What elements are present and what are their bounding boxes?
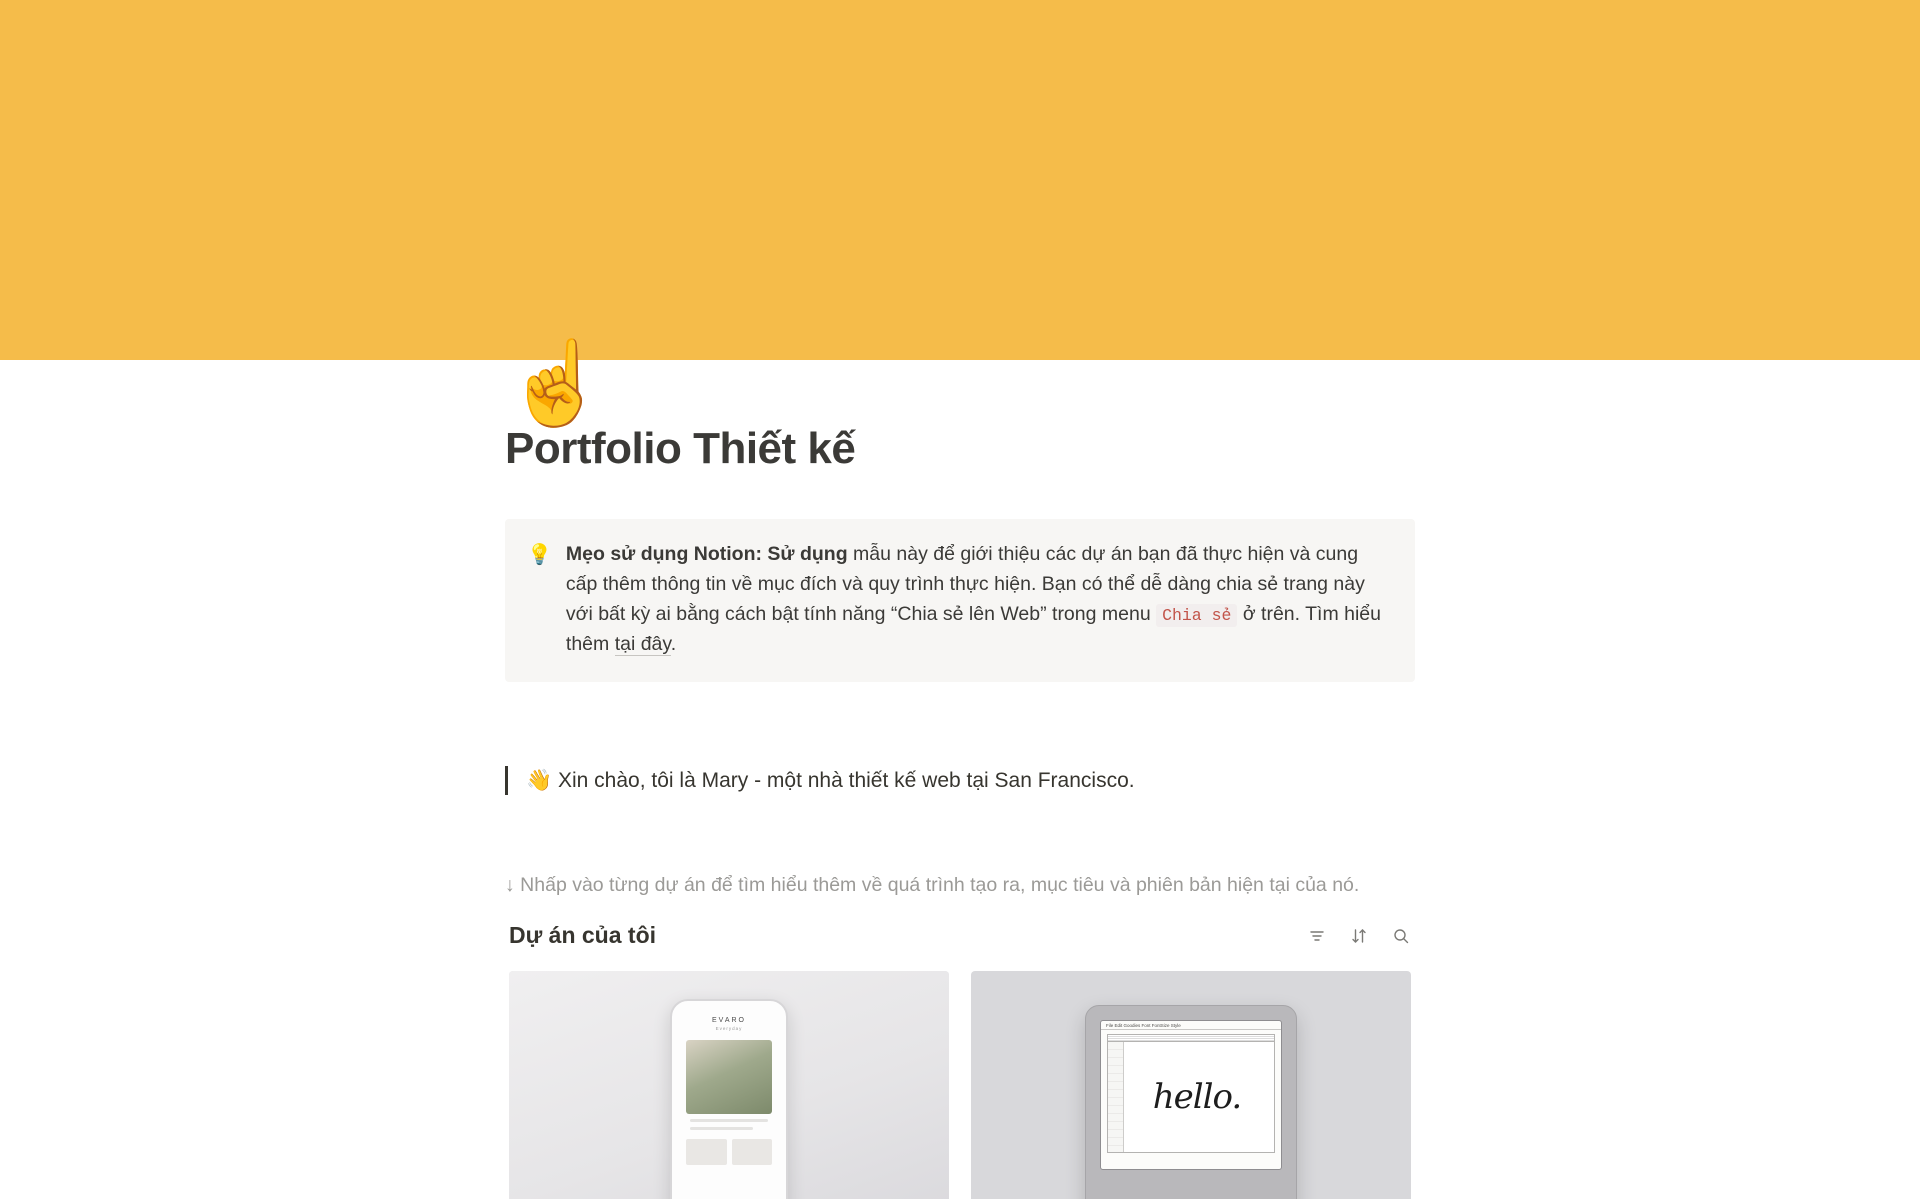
filter-icon[interactable] bbox=[1307, 926, 1327, 946]
waving-hand-icon: 👋 bbox=[526, 768, 553, 792]
database-header bbox=[505, 922, 1415, 949]
screen-menubar: File Edit Goodies Font FontSize Style bbox=[1101, 1021, 1281, 1030]
tip-callout-body-3: . bbox=[670, 633, 677, 656]
project-gallery bbox=[505, 971, 1415, 1199]
tip-callout-body-1: mẫu này để giới thiệu các dự án bạn đã thực hiện và cung cấp thêm thông tin về mục đích và quy trình thực hiện. Bạn có thể dễ dàng chia sẻ trang này với bất kỳ ai bằng cách bật tính năng “Chia sẻ lên Web” trong menu bbox=[565, 542, 1365, 626]
project-card-phone-mockup[interactable] bbox=[509, 971, 949, 1199]
tip-callout bbox=[505, 519, 1415, 682]
phone-brand-subtitle: Everyday bbox=[715, 1026, 743, 1032]
sort-icon[interactable] bbox=[1349, 926, 1369, 946]
tip-callout-text bbox=[566, 539, 1393, 660]
screen-hello-text: hello. bbox=[1152, 1077, 1242, 1118]
screen-canvas bbox=[1107, 1041, 1275, 1153]
instruction-text: ↓ Nhấp vào từng dự án để tìm hiểu thêm về quá trình tạo ra, mục tiêu và phiên bản hiện tại của nó. bbox=[505, 874, 1360, 897]
phone-text-line bbox=[690, 1119, 768, 1122]
tip-callout-body-2: ở trên. Tìm hiểu thêm bbox=[565, 603, 1381, 656]
tip-callout-lead: Mẹo sử dụng Notion: Sử dụng bbox=[565, 542, 848, 565]
screen-window-titlebar bbox=[1107, 1034, 1275, 1041]
phone-hero-image bbox=[686, 1040, 772, 1114]
phone-mockup bbox=[670, 999, 788, 1199]
learn-more-link[interactable]: tại đây bbox=[614, 633, 671, 656]
database-toolbar bbox=[1307, 926, 1411, 946]
search-icon[interactable] bbox=[1391, 926, 1411, 946]
page-content bbox=[505, 338, 1415, 1199]
database-title: Dự án của tôi bbox=[509, 922, 657, 949]
page-title: Portfolio Thiết kế bbox=[505, 424, 856, 473]
phone-thumbnail-row bbox=[686, 1139, 772, 1165]
phone-text-line bbox=[690, 1127, 753, 1130]
intro-quote-text: Xin chào, tôi là Mary - một nhà thiết kế web tại San Francisco. bbox=[552, 768, 1135, 792]
share-menu-code: Chia sẻ bbox=[1156, 604, 1237, 627]
page-body bbox=[0, 338, 1920, 1199]
pointing-up-hand-emoji[interactable]: ☝️ bbox=[505, 338, 608, 429]
screen-toolbar bbox=[1108, 1042, 1124, 1152]
page-cover bbox=[0, 0, 1920, 360]
project-card-mac-hello[interactable] bbox=[971, 971, 1411, 1199]
phone-notch bbox=[707, 1001, 751, 1009]
lightbulb-icon: 💡 bbox=[527, 543, 552, 566]
intro-quote bbox=[505, 766, 1415, 795]
computer-screen bbox=[1100, 1020, 1282, 1170]
phone-brand: EVARO bbox=[712, 1017, 746, 1025]
classic-computer-mockup bbox=[1085, 1005, 1297, 1199]
